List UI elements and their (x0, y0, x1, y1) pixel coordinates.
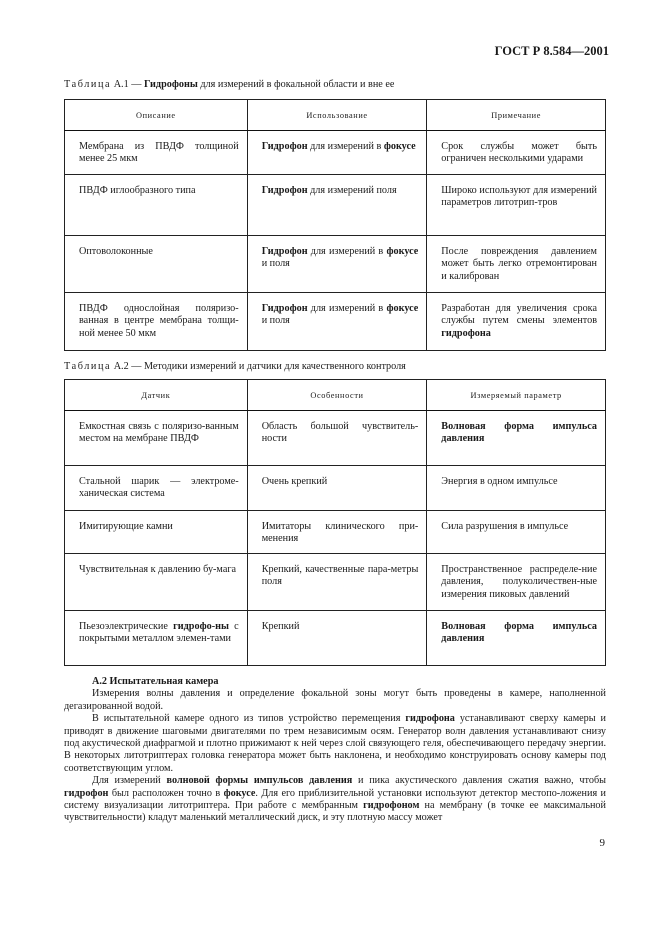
table-row (65, 293, 606, 351)
section-heading: А.2 Испытательная камера (92, 676, 219, 687)
table1-header-description: Описание (65, 100, 248, 131)
text-run: на мембрану (в точке ее максимальной чувствительности) кладут маленький металлический диск, и эту плотную массу может (64, 800, 606, 824)
document-code: ГОСТ Р 8.584—2001 (494, 44, 609, 58)
table-cell (427, 611, 606, 666)
text-run: Имитаторы клинического при-менения (261, 521, 419, 545)
text-run: и пика акустического давления сжатия важно, чтобы (352, 775, 606, 787)
table1-header-note: Примечание (427, 100, 606, 131)
table-hydrophones (64, 99, 606, 351)
table-row (65, 511, 606, 554)
table-cell (247, 411, 427, 466)
text-run: Пьезоэлектрические (79, 621, 174, 632)
bold-term: Гидрофон (261, 303, 308, 314)
bold-term: фокусе (223, 787, 256, 799)
text-run: В испытательной камере одного из типов устройство перемещения (92, 713, 406, 725)
text-run: Емкостная связь с поляризо-ванным местом на мембране ПВДФ (79, 421, 239, 445)
text-run: для измерений в (307, 141, 384, 152)
bold-term: волновой формы импульсов давления (166, 775, 353, 787)
text-run: Очень крепкий (261, 476, 328, 487)
paragraph (64, 775, 606, 825)
text-run: ПВДФ однослойная поляризо-ванная в центре мембрана толщи-ной менее 50 мкм (79, 303, 239, 339)
table-cell (247, 236, 427, 293)
table-cell (247, 293, 427, 351)
text-run: Имитирующие камни (79, 521, 173, 532)
section-test-chamber (64, 676, 606, 825)
text-run: После повреждения давлением может быть легко отремонтирован и калиброван (441, 246, 597, 282)
table1-caption-number: А.1 — (113, 79, 142, 90)
table-cell (247, 611, 427, 666)
table-cell (247, 466, 427, 511)
table-cell (247, 175, 427, 236)
text-run: Измерения волны давления и определение фокальной зоны могут быть проведены в камере, наполненной дегазированной водой. (64, 688, 606, 712)
text-run: Крепкий (261, 621, 300, 632)
table1-caption-text: для измерений в фокальной области и вне ее (200, 79, 395, 90)
table1-header-usage: Использование (247, 100, 427, 131)
text-run: с покрытыми металлом элемен-тами (79, 621, 239, 645)
text-run: Энергия в одном импульсе (441, 476, 558, 487)
bold-term: фокусе (386, 246, 419, 257)
table-cell (65, 554, 248, 611)
table-row (65, 554, 606, 611)
table-cell (427, 511, 606, 554)
paragraph (64, 713, 606, 775)
bold-term: Гидрофон (261, 246, 308, 257)
bold-term: гидрофоном (363, 800, 420, 812)
text-run: Оптоволоконные (79, 246, 153, 257)
text-run: для измерений поля (307, 185, 397, 196)
table-cell (65, 466, 248, 511)
table2-caption-text: Методики измерений и датчики для качественного контроля (143, 361, 406, 372)
text-run: Широко используют для измерений параметров литотрип-тров (441, 185, 597, 209)
bold-term: Волновая форма импульса давления (441, 621, 597, 645)
table2-caption (64, 361, 406, 372)
table-row (65, 131, 606, 175)
text-run: Крепкий, качественные пара-метры поля (261, 564, 419, 588)
table1-caption (64, 79, 394, 90)
table1-caption-bold: Гидрофоны (143, 79, 198, 90)
bold-term: Волновая форма импульса давления (441, 421, 597, 445)
table-cell (247, 511, 427, 554)
table-cell (247, 554, 427, 611)
table-cell (65, 293, 248, 351)
text-run: . Для его приблизительной установки используют детектор местопо-ложения и систему визуализации литотриптера. При работе с мембранным (64, 787, 606, 812)
page-number: 9 (599, 837, 605, 849)
table2-caption-prefix: Таблица (64, 361, 112, 372)
table-cell (427, 411, 606, 466)
table-row (65, 411, 606, 466)
table-cell (427, 554, 606, 611)
table2-header-parameter: Измеряемый параметр (427, 380, 606, 411)
table-methods (64, 379, 606, 666)
text-run: Мембрана из ПВДФ толщиной менее 25 мкм (79, 141, 239, 165)
bold-term: гидрофона (405, 713, 455, 725)
paragraph (64, 688, 606, 713)
text-run: Чувствительная к давлению бу-мага (79, 564, 237, 575)
text-run: и поля (261, 315, 290, 327)
text-run: Область большой чувствитель-ности (261, 421, 419, 445)
table-cell (427, 131, 606, 175)
text-run: для измерений в (307, 303, 387, 314)
table-cell (65, 411, 248, 466)
text-run: Стальной шарик — электроме-ханическая система (79, 476, 239, 500)
table-cell (247, 131, 427, 175)
bold-term: Гидрофон (261, 185, 308, 196)
table2-caption-number: А.2 — (113, 361, 142, 372)
bold-term: фокусе (383, 141, 416, 152)
text-run: для измерений в (307, 246, 387, 257)
table-cell (65, 175, 248, 236)
table-row (65, 236, 606, 293)
bold-term: Гидрофон (261, 141, 308, 152)
text-run: Разработан для увеличения срока службы путем смены элементов (441, 303, 597, 327)
text-run: ПВДФ иглообразного типа (79, 185, 196, 196)
bold-term: гидрофон (64, 787, 109, 799)
table-row (65, 466, 606, 511)
table2-header-features: Особенности (247, 380, 427, 411)
text-run: Для измерений (92, 775, 167, 787)
bold-term: гидрофона (441, 327, 491, 339)
table-cell (65, 236, 248, 293)
bold-term: фокусе (386, 303, 419, 314)
bold-term: гидрофо-ны (173, 621, 229, 632)
text-run: Срок службы может быть ограничен несколькими ударами (441, 141, 597, 165)
table2-header-sensor: Датчик (65, 380, 248, 411)
text-run: был расположен точно в (108, 787, 224, 799)
table-cell (65, 611, 248, 666)
text-run: и поля (261, 258, 290, 270)
text-run: Сила разрушения в импульсе (441, 521, 569, 532)
table1-caption-prefix: Таблица (64, 79, 112, 90)
table-cell (427, 236, 606, 293)
text-run: устанавливают сверху камеры и приводят в движение шаговыми двигателями по трем независимым осям. Генератор волн давления устанавливают снизу под акустической диафрагмой и плотно прижимают к ней через слой связующего геля, обеспечивающего передачу энергии. В некоторых литотриптерах головка генератора может быть наклонена, и необходимо конструировать основу камеры под соответствующим углом. (64, 713, 606, 774)
text-run: Пространственное распределе-ние давления, полуколичествен-ные измерения пиковых давлений (441, 564, 597, 600)
table-cell (65, 511, 248, 554)
table-cell (427, 175, 606, 236)
table-row (65, 611, 606, 666)
table-cell (65, 131, 248, 175)
table-cell (427, 293, 606, 351)
table-row (65, 175, 606, 236)
table-cell (427, 466, 606, 511)
